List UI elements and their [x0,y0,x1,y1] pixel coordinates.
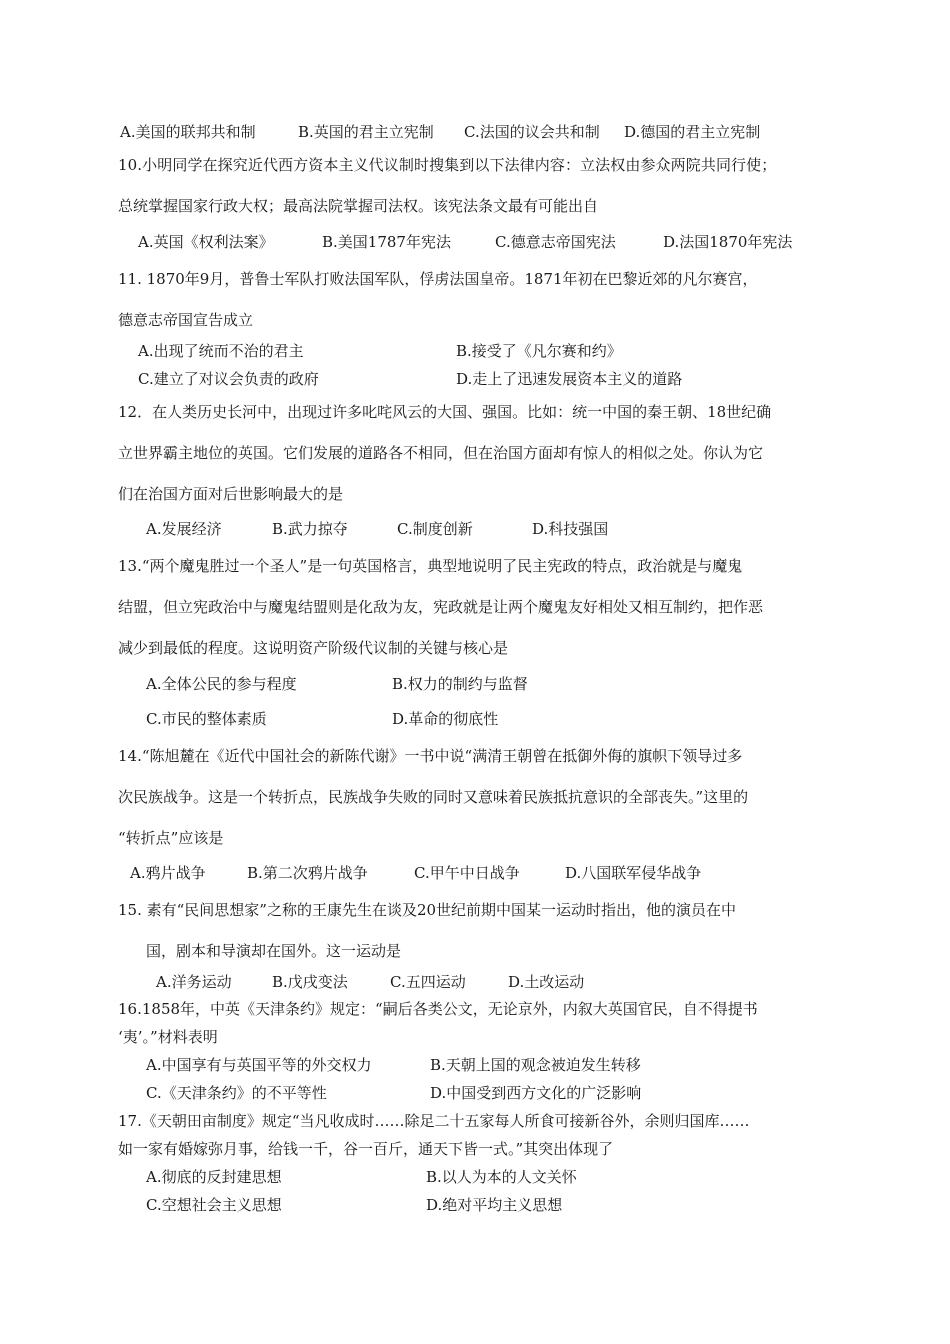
q15-option-a: A.洋务运动 [156,973,232,991]
q12-stem-line-1: 12．在人类历史长河中，出现过许多叱咤风云的大国、强国。比如：统一中国的秦王朝、18世纪确 [118,403,772,421]
q16-option-b: B.天朝上国的观念被迫发生转移 [430,1056,641,1074]
q17-option-b: B.以人为本的人文关怀 [426,1168,577,1186]
q12-stem-line-3: 们在治国方面对后世影响最大的是 [118,485,344,503]
q12-option-a: A.发展经济 [146,520,222,538]
q15-option-d: D.土改运动 [508,973,585,991]
q10-option-a: A.英国《权利法案》 [138,233,274,251]
q11-stem-line-1: 11. 1870年9月，普鲁士军队打败法国军队，俘虏法国皇帝。1871年初在巴黎近郊的凡尔赛宫， [118,270,758,288]
q15-stem-line-1: 15. 素有“民间思想家”之称的王康先生在谈及20世纪前期中国某一运动时指出，他的演员在中 [118,901,737,919]
q13-stem-line-2: 结盟，但立宪政治中与魔鬼结盟则是化敌为友，宪政就是让两个魔鬼友好相处又相互制约，把作恶 [118,598,764,616]
q16-stem-line-2: ‘夷’。”材料表明 [118,1028,218,1046]
q15-option-c: C.五四运动 [390,973,466,991]
q17-option-a: A.彻底的反封建思想 [146,1168,282,1186]
q16-option-a: A.中国享有与英国平等的外交权力 [146,1056,372,1074]
q13-stem-line-1: 13.“两个魔鬼胜过一个圣人”是一句英国格言，典型地说明了民主宪政的特点，政治就是与魔鬼 [118,557,743,575]
q12-option-d: D.科技强国 [532,520,609,538]
q14-option-b: B.第二次鸦片战争 [247,864,368,882]
q9-option-d: D.德国的君主立宪制 [624,123,761,141]
q13-option-c: C.市民的整体素质 [146,710,267,728]
q11-option-c: C.建立了对议会负责的政府 [138,370,319,388]
q11-stem-line-2: 德意志帝国宣告成立 [118,311,254,329]
q11-option-d: D.走上了迅速发展资本主义的道路 [456,370,683,388]
q14-stem-line-2: 次民族战争。这是一个转折点，民族战争失败的同时又意味着民族抵抗意识的全部丧失。”这里的 [118,788,749,806]
q11-option-a: A.出现了统而不治的君主 [138,342,304,360]
q14-option-d: D.八国联军侵华战争 [565,864,702,882]
q9-option-a: A.美国的联邦共和制 [120,123,256,141]
q17-option-d: D.绝对平均主义思想 [426,1196,563,1214]
q14-stem-line-3: “转折点”应该是 [118,829,224,847]
q16-option-d: D.中国受到西方文化的广泛影响 [430,1084,642,1102]
q12-stem-line-2: 立世界霸主地位的英国。它们发展的道路各不相同，但在治国方面却有惊人的相似之处。你认为它 [118,444,764,462]
q10-stem-line-2: 总统掌握国家行政大权；最高法院掌握司法权。该宪法条文最有可能出自 [118,197,599,215]
q13-stem-line-3: 减少到最低的程度。这说明资产阶级代议制的关键与核心是 [118,639,509,657]
q10-stem-line-1: 10.小明同学在探究近代西方资本主义代议制时搜集到以下法律内容：立法权由参众两院共同行使； [118,156,777,174]
q12-option-b: B.武力掠夺 [272,520,348,538]
q13-option-d: D.革命的彻底性 [392,710,499,728]
q12-option-c: C.制度创新 [397,520,473,538]
q9-option-b: B.英国的君主立宪制 [298,123,434,141]
q9-option-c: C.法国的议会共和制 [464,123,600,141]
q14-option-a: A.鸦片战争 [130,864,206,882]
q16-option-c: C.《天津条约》的不平等性 [146,1084,327,1102]
q17-stem-line-1: 17.《天朝田亩制度》规定“当凡收成时……除足二十五家每人所食可接新谷外，余则归国库…… [118,1112,750,1130]
q10-option-b: B.美国1787年宪法 [322,233,451,251]
q10-option-d: D.法国1870年宪法 [663,233,793,251]
q14-stem-line-1: 14.“陈旭麓在《近代中国社会的新陈代谢》一书中说“满清王朝曾在抵御外侮的旗帜下领导过多 [118,747,743,765]
q10-option-c: C.德意志帝国宪法 [495,233,616,251]
q11-option-b: B.接受了《凡尔赛和约》 [456,342,622,360]
q16-stem-line-1: 16.1858年，中英《天津条约》规定：“嗣后各类公文，无论京外，内叙大英国官民，自不得提书 [118,1000,758,1018]
q15-option-b: B.戊戌变法 [272,973,348,991]
q15-stem-line-2: 国，剧本和导演却在国外。这一运动是 [146,942,402,960]
q13-option-b: B.权力的制约与监督 [392,675,528,693]
q17-stem-line-2: 如一家有婚嫁弥月事，给钱一千，谷一百斤，通天下皆一式。”其突出体现了 [118,1140,614,1158]
q13-option-a: A.全体公民的参与程度 [146,675,297,693]
q17-option-c: C.空想社会主义思想 [146,1196,282,1214]
q14-option-c: C.甲午中日战争 [414,864,520,882]
